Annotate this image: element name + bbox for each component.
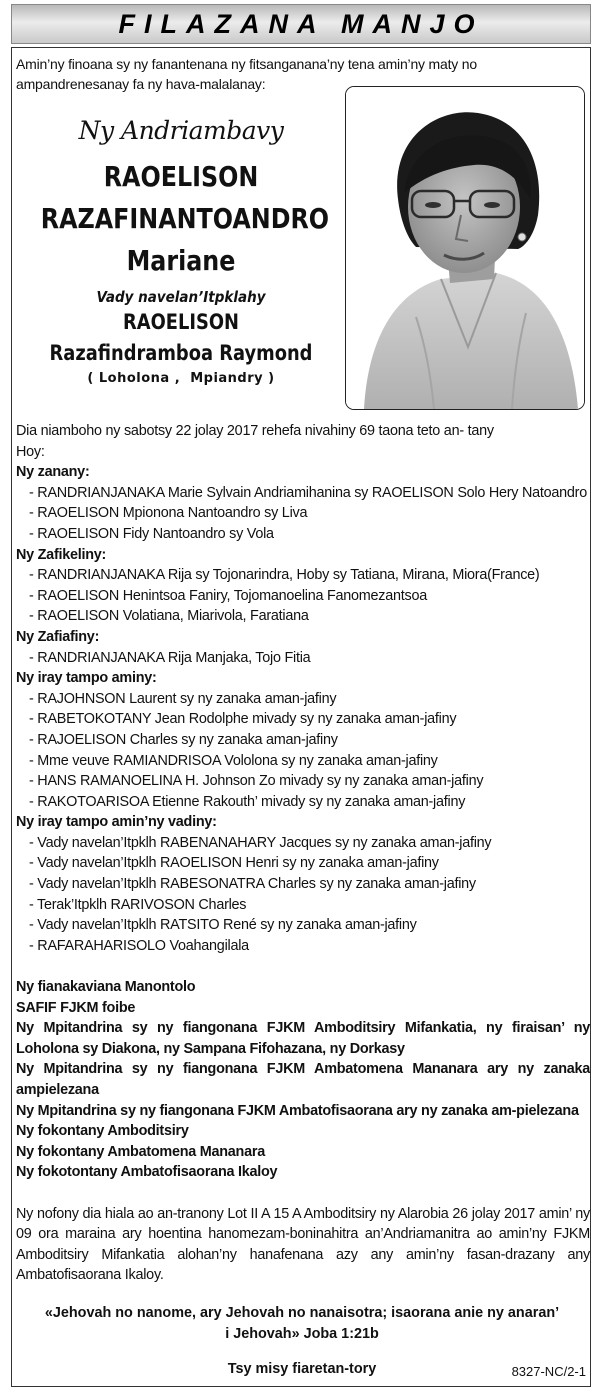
family-member-item: - RANDRIANJANAKA Rija sy Tojonarindra, Hoby sy Tatiana, Mirana, Miora(France) xyxy=(29,567,540,584)
family-member-item: - RAJOELISON Charles sy ny zanaka aman-jafiny xyxy=(29,731,338,748)
family-group-heading: Ny Zafikeliny: xyxy=(16,546,107,563)
family-group-heading: Ny Zafiafiny: xyxy=(16,628,100,645)
family-member-item: - HANS RAMANOELINA H. Johnson Zo mivady sy ny zanaka aman-jafiny xyxy=(29,773,484,790)
organization-item: Ny fokontany Amboditsiry xyxy=(16,1123,189,1140)
portrait-photo xyxy=(345,86,585,410)
family-member-item: - Vady navelan’Itpklh RABENANAHARY Jacques sy ny zanaka aman-jafiny xyxy=(29,834,492,851)
organization-item: Ny Mpitandrina sy ny fiangonana FJKM Ambatomena Mananara ary ny zanaka ampielezana xyxy=(16,1061,590,1098)
spouse-title: Vady navelan’Itpklahy xyxy=(96,288,266,306)
quote-line-2: i Jehovah» Joba 1:21b xyxy=(225,1326,379,1342)
family-member-item: - Vady navelan’Itpklh RAOELISON Henri sy ny zanaka aman-jafiny xyxy=(29,855,439,872)
intro-text: Amin’ny finoana sy ny fanantenana ny fitsanganana’ny tena amin’ny maty no ampandrenesanay fa ny hava-malalanay: xyxy=(16,56,477,92)
spouse-surname: RAOELISON xyxy=(123,310,239,334)
family-member-item: - RAOELISON Henintsoa Faniry, Tojomanoelina Fanomezantsoa xyxy=(29,587,427,604)
reference-code: 8327-NC/2-1 xyxy=(511,1364,586,1379)
deceased-surname-2: RAZAFINANTOANDRO xyxy=(40,202,330,235)
notice-banner: FILAZANA MANJO xyxy=(11,4,591,44)
deceased-first-name: Mariane xyxy=(126,244,236,277)
family-member-item: - RAOELISON Volatiana, Miarivola, Faratiana xyxy=(29,608,309,625)
scripture-quote xyxy=(16,1303,588,1345)
organization-item: SAFIF FJKM foibe xyxy=(16,999,136,1016)
organization-item: Ny fokontany Ambatomena Mananara xyxy=(16,1143,265,1160)
organization-list xyxy=(16,977,590,1183)
family-group-heading: Ny iray tampo aminy: xyxy=(16,670,157,687)
family-member-item: - RAOELISON Fidy Nantoandro sy Vola xyxy=(29,525,274,542)
family-member-item: - Mme veuve RAMIANDRISOA Vololona sy ny zanaka aman-jafiny xyxy=(29,752,438,769)
family-member-item: - RANDRIANJANAKA Rija Manjaka, Tojo Fitia xyxy=(29,649,311,666)
family-member-item: - Vady navelan’Itpklh RABESONATRA Charles sy ny zanaka aman-jafiny xyxy=(29,876,476,893)
portrait-illustration xyxy=(346,87,584,409)
organization-item: Ny Mpitandrina sy ny fiangonana FJKM Amboditsiry Mifankatia, ny firaisan’ ny Loholona sy Diakona, ny Sampana Fifohazana, ny Dorkasy xyxy=(16,1020,590,1057)
honorific: Ny Andriambavy xyxy=(78,116,284,145)
spouse-first-name: Razafindramboa Raymond xyxy=(49,341,313,365)
family-member-item: - RABETOKOTANY Jean Rodolphe mivady sy ny zanaka aman-jafiny xyxy=(29,711,457,728)
family-group-heading: Ny iray tampo amin’ny vadiny: xyxy=(16,814,217,831)
family-member-item: - Vady navelan’Itpklh RATSITO René sy ny zanaka aman-jafiny xyxy=(29,917,417,934)
family-member-item: - Terak’Itpklh RARIVOSON Charles xyxy=(29,896,247,913)
quote-line-1: «Jehovah no nanome, ary Jehovah no nanaisotra; isaorana anie ny anaran’ xyxy=(44,1305,560,1321)
organization-item: Ny fianakaviana Manontolo xyxy=(16,979,196,996)
organization-item: Ny Mpitandrina sy ny fiangonana FJKM Ambatofisaorana ary ny zanaka am-pielezana xyxy=(16,1102,579,1119)
death-notice: Dia niamboho ny sabotsy 22 jolay 2017 rehefa nivahiny 69 taona teto an- tany xyxy=(16,423,494,439)
roles: ( Loholona , Mpiandry ) xyxy=(87,371,275,386)
family-member-item: - RAJOHNSON Laurent sy ny zanaka aman-jafiny xyxy=(29,690,337,707)
family-member-item: - RAKOTOARISOA Etienne Rakouth’ mivady sy ny zanaka aman-jafiny xyxy=(29,793,466,810)
hoy-label: Hoy: xyxy=(16,443,45,460)
organization-item: Ny fokotontany Ambatofisaorana Ikaloy xyxy=(16,1164,278,1181)
deceased-name-block xyxy=(16,116,346,391)
family-list xyxy=(16,462,590,956)
closing-text: Tsy misy fiaretan-tory xyxy=(227,1361,377,1377)
deceased-surname: RAOELISON xyxy=(103,160,259,193)
family-group-heading: Ny zanany: xyxy=(16,464,90,481)
family-member-item: - RAOELISON Mpionona Nantoandro sy Liva xyxy=(29,505,308,522)
family-member-item: - RANDRIANJANAKA Marie Sylvain Andriamihanina sy RAOELISON Solo Hery Natoandro xyxy=(29,484,587,501)
family-member-item: - RAFARAHARISOLO Voahangilala xyxy=(29,937,249,954)
notice-body xyxy=(16,421,590,1286)
burial-details: Ny nofony dia hiala ao an-tranony Lot II A 15 A Amboditsiry ny Alarobia 26 jolay 2017 amin’ ny 09 ora maraina ary hoentina hanomezam-boninahitra an’Andriamanitra ao amin’ny FJKM Amboditsiry Mifankatia alohan’ny hanafenana azy any amin’ny fasan-drazany any Ambatofisaorana Ikaloy. xyxy=(16,1205,590,1284)
